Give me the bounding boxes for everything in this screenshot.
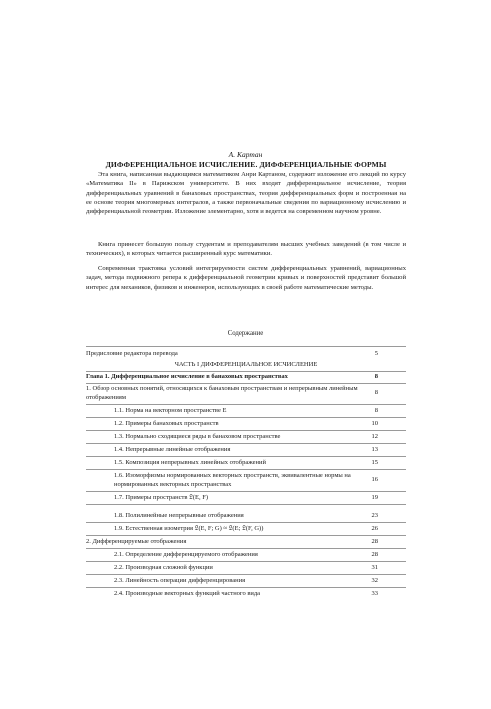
toc-entry-title: Глава 1. Дифференциальное исчисление в банаховых пространствах	[86, 373, 288, 380]
toc-entry-page: 8	[374, 373, 378, 380]
toc-entry-title: 2.3. Линейность операции дифференцирования	[114, 577, 246, 584]
toc-rule	[86, 561, 406, 562]
toc-subsection	[86, 577, 406, 586]
annotation-paragraph-2: Книга принесет большую пользу студентам и преподавателям высших учебных заведений (в том числе и технических), в которых читается расширенный курс математики.	[86, 241, 406, 258]
toc-entry-page: 15	[371, 459, 378, 466]
toc-entry-title: 2.2. Производная сложной функции	[114, 564, 213, 571]
toc-entry-page: 8	[374, 389, 378, 396]
toc-subsection	[86, 433, 406, 442]
toc-entry-title: 2. Дифференцируемые отображения	[86, 538, 187, 545]
toc-entry-title: 1.4. Непрерывные линейные отображения	[114, 446, 231, 453]
toc-rule	[86, 383, 406, 384]
toc-subsection	[86, 459, 406, 468]
toc-rule	[86, 404, 406, 405]
toc-subsection	[86, 551, 406, 560]
toc-subsection	[86, 494, 406, 503]
toc-entry-title: 1.6. Изоморфизмы нормированных векторных пространств, эквивалентные нормы на нормированных векторных пространствах	[114, 472, 351, 488]
toc-entry-title: 1. Обзор основных понятий, относящихся к банаховым пространствам и непрерывным линейным отображениям	[86, 385, 358, 401]
toc-entry-page: 12	[371, 433, 378, 440]
toc-rule	[86, 548, 406, 549]
toc-entry-page: 13	[371, 446, 378, 453]
toc-rule	[86, 522, 406, 523]
toc-rule	[86, 587, 406, 588]
toc-rule	[86, 491, 406, 492]
book-title: ДИФФЕРЕНЦИАЛЬНОЕ ИСЧИСЛЕНИЕ. ДИФФЕРЕНЦИАЛЬНЫЕ ФОРМЫ	[105, 160, 387, 169]
toc-rule	[86, 443, 406, 444]
toc-rule	[86, 430, 406, 431]
toc-entry-title: 1.8. Полилинейные непрерывные отображения	[114, 512, 244, 519]
toc-entry-page: 26	[371, 525, 378, 532]
toc-entry-page: 28	[371, 551, 378, 558]
toc-entry-title: Предисловие редактора перевода	[86, 350, 178, 357]
toc-subsection	[86, 525, 406, 534]
toc-entry-page: 32	[371, 577, 378, 584]
contents-heading: Содержание	[227, 330, 264, 337]
toc-entry-page: 19	[371, 494, 378, 501]
toc-rule	[86, 504, 406, 505]
toc-entry-preface	[86, 350, 406, 359]
toc-subsection	[86, 472, 406, 489]
toc-chapter-heading	[86, 373, 406, 382]
toc-rule	[86, 456, 406, 457]
toc-section-1	[86, 385, 406, 402]
toc-rule	[86, 574, 406, 575]
toc-entry-title: 1.2. Примеры банаховых пространств	[114, 420, 219, 427]
toc-entry-page: 31	[371, 564, 378, 571]
toc-entry-title: 2.1. Определение дифференцируемого отображения	[114, 551, 258, 558]
toc-entry-title: 1.9. Естественная изометрия 𝔏(E, F; G) ≈ 𝔏(E; 𝔏(F, G))	[114, 525, 264, 532]
toc-subsection	[86, 407, 406, 416]
toc-entry-page: 10	[371, 420, 378, 427]
annotation-paragraph-1: Эта книга, написанная выдающимся математиком Анри Картаном, содержит изложение его лекций по курсу «Математика II» в Парижском университете. В них входят дифференциальное исчисление, теория дифференциальных уравнений в банаховых пространствах, теория дифференциальных форм и построенная на ее основе теория многомерных интегралов, а также первоначальные сведения по вариационному исчислению и дифференциальной геометрии. Изложение элементарно, хотя и ведется на современном научном уровне.	[86, 171, 406, 216]
toc-entry-page: 28	[371, 538, 378, 545]
toc-entry-page: 5	[374, 350, 378, 357]
toc-subsection	[86, 512, 406, 521]
toc-entry-title: 1.1. Норма на векторном пространстве E	[114, 407, 227, 414]
toc-entry-title: 2.4. Производные векторных функций частного вида	[114, 590, 261, 597]
toc-section-2	[86, 538, 406, 547]
toc-entry-page: 8	[374, 407, 378, 414]
toc-subsection	[86, 564, 406, 573]
toc-rule	[86, 469, 406, 470]
toc-subsection	[86, 420, 406, 429]
toc-entry-page: 33	[371, 590, 378, 597]
toc-entry-title: ЧАСТЬ I ДИФФЕРЕНЦИАЛЬНОЕ ИСЧИСЛЕНИЕ	[174, 361, 318, 368]
toc-part-heading	[86, 361, 406, 370]
toc-rule	[86, 371, 406, 372]
toc-entry-title: 1.7. Примеры пространств 𝔏(E, F)	[114, 494, 209, 501]
toc-subsection	[86, 446, 406, 455]
toc-subsection	[86, 590, 406, 599]
author-name: А. Картан	[228, 150, 263, 159]
toc-top-rule	[86, 346, 406, 347]
toc-entry-page: 23	[371, 512, 378, 519]
toc-entry-page: 16	[371, 476, 378, 483]
toc-entry-title: 1.5. Композиция непрерывных линейных отображений	[114, 459, 266, 466]
toc-rule	[86, 535, 406, 536]
toc-rule	[86, 417, 406, 418]
toc-entry-title: 1.3. Нормально сходящиеся ряды в банаховом пространстве	[114, 433, 281, 440]
annotation-paragraph-3: Современная трактовка условий интегрируемости систем дифференциальных уравнений, вариационных задач, метода подвижного репера к дифференциальной геометрии кривых и поверхностей представит большой интерес для механиков, физиков и инженеров, использующих в своей работе математические методы.	[86, 265, 406, 291]
